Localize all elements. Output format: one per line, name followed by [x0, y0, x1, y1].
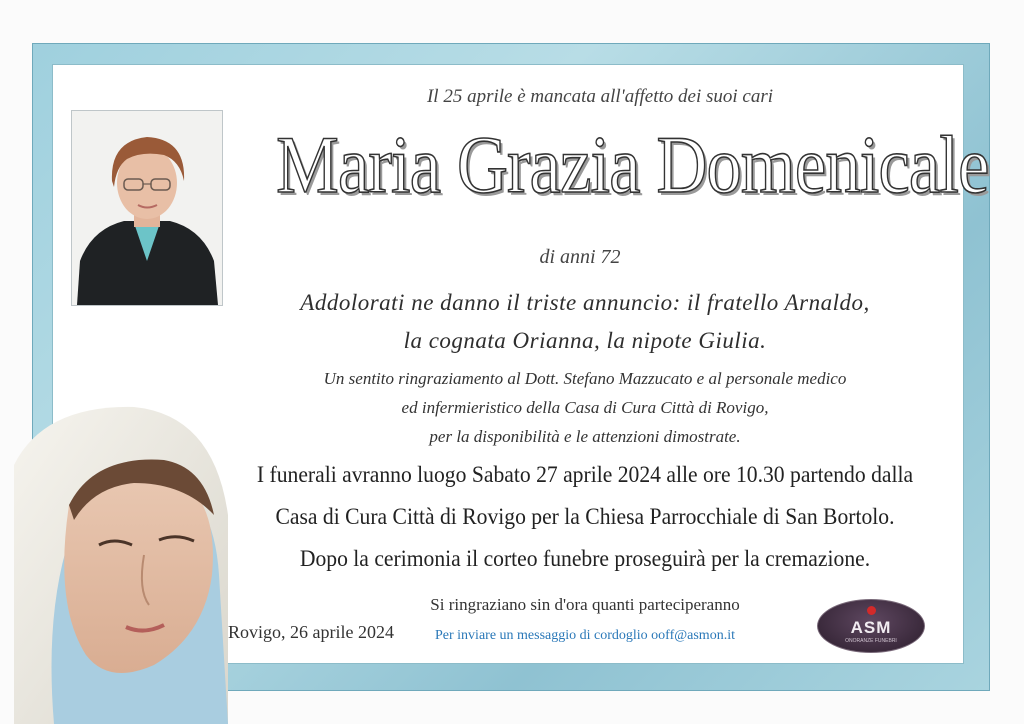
deceased-name: Maria Grazia Domenicale — [276, 119, 989, 210]
logo-flame-icon — [867, 606, 876, 615]
gratitude-line: Si ringraziano sin d'ora quanti parteciperanno — [430, 595, 740, 614]
logo-text: ASM — [850, 618, 892, 637]
portrait-photo — [71, 110, 223, 306]
thanks-line-3: per la disponibilità e le attenzioni dimostrate. — [429, 427, 741, 446]
funeral-line-3: Dopo la cerimonia il corteo funebre proseguirà per la cremazione. — [299, 546, 871, 571]
asm-logo — [817, 599, 925, 653]
logo-subtext: ONORANZE FUNEBRI — [845, 638, 897, 644]
place-date: Rovigo, 26 aprile 2024 — [228, 622, 394, 642]
thanks-line-2: ed infermieristico della Casa di Cura Città di Rovigo, — [401, 398, 769, 417]
thanks-line-1: Un sentito ringraziamento al Dott. Stefano Mazzucato e al personale medico — [323, 369, 847, 388]
funeral-line-1: I funerali avranno luogo Sabato 27 aprile 2024 alle ore 10.30 partendo dalla — [256, 462, 914, 487]
madonna-image — [14, 405, 228, 724]
announcement-line-1: Addolorati ne danno il triste annuncio: il fratello Arnaldo, — [300, 290, 870, 315]
funeral-line-2: Casa di Cura Città di Rovigo per la Chiesa Parrocchiale di San Bortolo. — [275, 504, 895, 529]
condolence-contact-link[interactable]: Per inviare un messaggio di cordoglio ooff@asmon.it — [435, 628, 735, 643]
intro-line: Il 25 aprile è mancata all'affetto dei suoi cari — [426, 86, 774, 107]
deceased-age: di anni 72 — [539, 246, 621, 268]
announcement-line-2: la cognata Orianna, la nipote Giulia. — [403, 328, 767, 353]
